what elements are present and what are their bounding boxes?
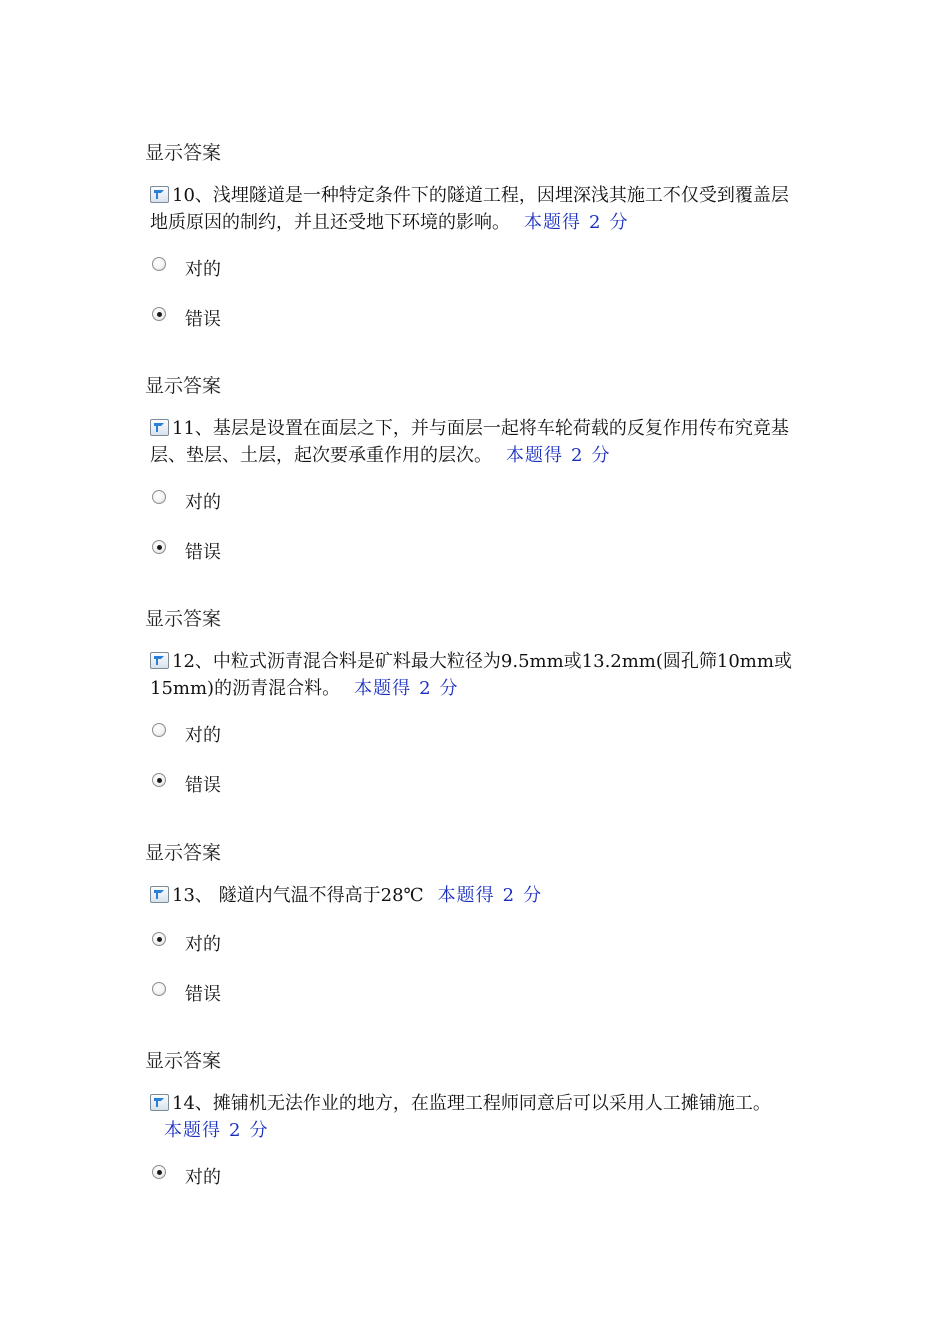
option-label: 对的	[185, 492, 221, 513]
question-flag-icon	[150, 652, 169, 669]
radio-button-icon[interactable]	[152, 257, 166, 271]
option-label: 错误	[185, 309, 221, 330]
question-score: 本题得 2 分	[354, 678, 459, 699]
question-12	[150, 648, 800, 702]
show-answer-link[interactable]: 显示答案	[145, 375, 222, 397]
question-10	[150, 182, 800, 236]
show-answer-link[interactable]: 显示答案	[145, 608, 222, 630]
question-11	[150, 415, 800, 469]
question-flag-icon	[150, 419, 169, 436]
question-text: 12、中粒式沥青混合料是矿料最大粒径为9.5mm或13.2mm(圆孔筛10mm或15mm)的沥青混合料。	[150, 651, 792, 699]
question-flag-icon	[150, 1094, 169, 1111]
question-text: 14、摊铺机无法作业的地方，在监理工程师同意后可以采用人工摊铺施工。	[172, 1093, 771, 1114]
question-score: 本题得 2 分	[437, 885, 543, 906]
radio-button-icon[interactable]	[152, 540, 166, 554]
radio-button-icon[interactable]	[152, 490, 166, 504]
show-answer-link[interactable]: 显示答案	[145, 1050, 222, 1072]
option-label: 错误	[185, 984, 221, 1005]
question-text: 10、浅埋隧道是一种特定条件下的隧道工程，因埋深浅其施工不仅受到覆盖层地质原因的制约，并且还受地下环境的影响。	[150, 185, 789, 233]
question-flag-icon	[150, 886, 169, 903]
question-text: 13、 隧道内气温不得高于28℃	[172, 885, 424, 906]
option-label: 对的	[185, 259, 221, 280]
option-label: 错误	[185, 542, 221, 563]
option-label: 对的	[185, 725, 221, 746]
question-score: 本题得 2 分	[524, 212, 629, 233]
question-score: 本题得 2 分	[506, 445, 611, 466]
option-label: 对的	[185, 934, 221, 955]
radio-button-icon[interactable]	[152, 307, 166, 321]
question-text: 11、基层是设置在面层之下，并与面层一起将车轮荷载的反复作用传布究竟基层、垫层、土层，起次要承重作用的层次。	[150, 418, 789, 466]
option-label: 对的	[185, 1167, 221, 1188]
question-13	[150, 882, 800, 909]
radio-button-icon[interactable]	[152, 723, 166, 737]
question-14	[150, 1090, 800, 1144]
radio-button-icon[interactable]	[152, 773, 166, 787]
show-answer-link[interactable]: 显示答案	[145, 142, 222, 164]
radio-button-icon[interactable]	[152, 932, 166, 946]
show-answer-link[interactable]: 显示答案	[145, 842, 222, 864]
option-label: 错误	[185, 775, 221, 796]
radio-button-icon[interactable]	[152, 982, 166, 996]
question-score: 本题得 2 分	[164, 1120, 269, 1141]
question-flag-icon	[150, 186, 169, 203]
radio-button-icon[interactable]	[152, 1165, 166, 1179]
